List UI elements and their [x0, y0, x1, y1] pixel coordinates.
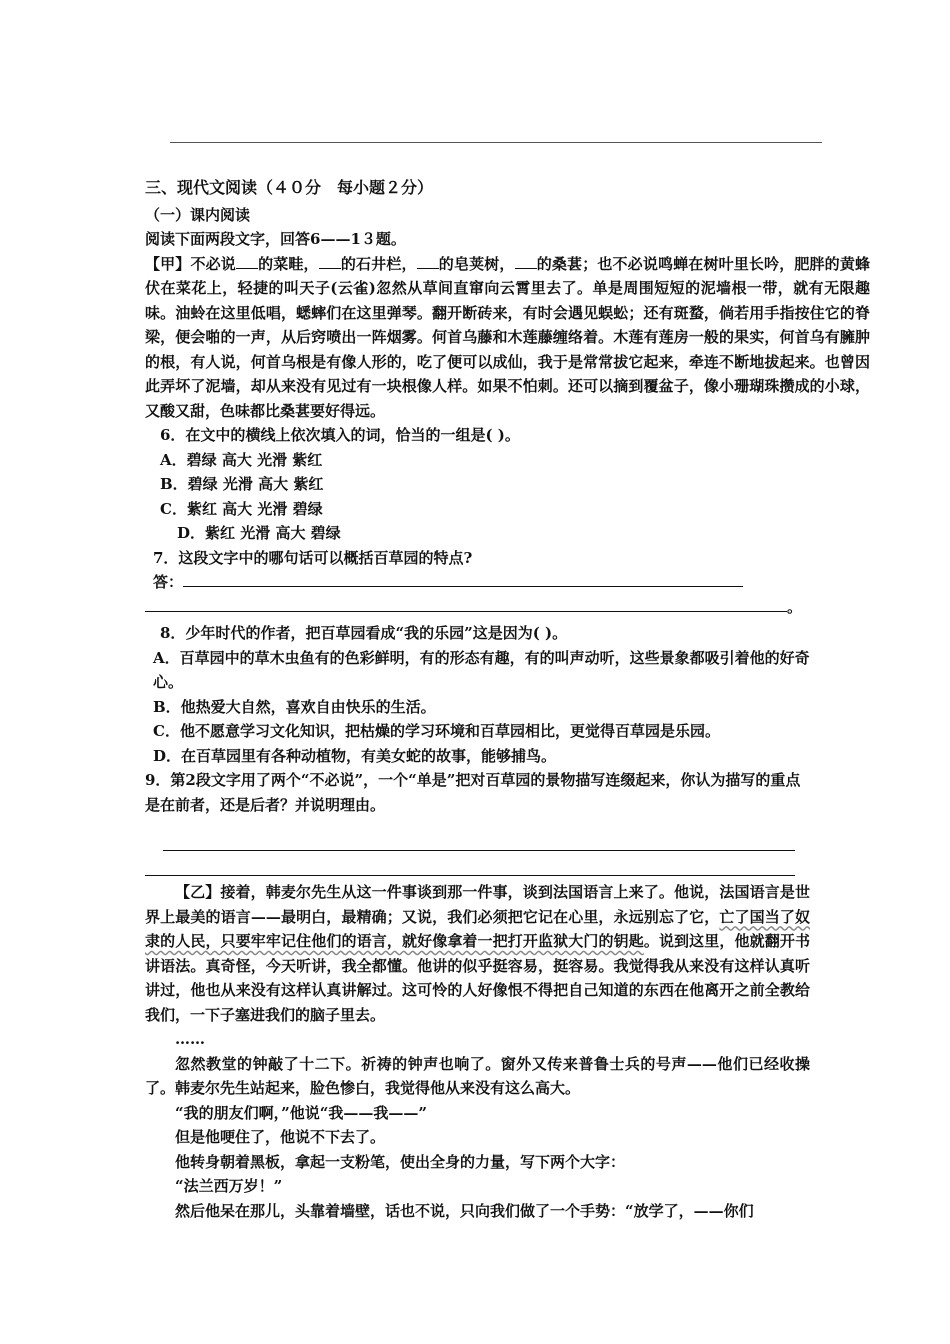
passage-b-p2: 忽然教堂的钟敲了十二下。祈祷的钟声也响了。窗外又传来普鲁士兵的号声——他们已经收操了。韩麦尔先生站起来，脸色惨白，我觉得他从来没有这么高大。: [145, 1054, 810, 1097]
q7-answer-line-1[interactable]: [183, 570, 743, 587]
passage-b-p3: “我的朋友们啊，”他说“我——我——”: [175, 1103, 428, 1122]
passage-b-p1-a: 【乙】接着，韩麦尔先生从这一件事谈到那一件事，谈到法国语言上来了。他说，法国语言是世界上最美的语言——最明白，最精确；又说，我们必须把它记在心里，永远别忘了它，: [145, 883, 810, 926]
passage-b-p7: 然后他呆在那儿，头靠着墙壁，话也不说，只向我们做了一个手势：“放学了，——你们: [175, 1201, 754, 1220]
exam-content: [145, 176, 870, 1223]
q6-option-b[interactable]: B．碧绿 光滑 高大 紫红: [160, 475, 324, 493]
header-rule: [170, 142, 822, 143]
q7-stem: 7．这段文字中的哪句话可以概括百草园的特点?: [153, 548, 473, 567]
q8-option-a-text: A．百草园中的草木虫鱼有的色彩鲜明，有的形态有趣，有的叫声动听，这些景象都吸引着他的好奇心。: [153, 648, 810, 691]
q8-option-b[interactable]: B．他热爱大自然，喜欢自由快乐的生活。: [153, 697, 436, 716]
section-title: 三、现代文阅读（４０分 每小题２分）: [145, 178, 434, 197]
passage-b-p1-b: 。说到这里，他就翻开书讲语法。真奇怪，今天听讲，我全都懂。他讲的似乎挺容易，挺容易。我觉得我从来没有这样认真听讲过，他也从来没有这样认真讲解过。这可怜的人好像恨不得把自己知道的东西在他离开之前全教给我们，一下子塞进我们的脑子里去。: [145, 932, 810, 1024]
instruction: 阅读下面两段文字，回答6——1３题。: [145, 230, 406, 248]
passage-b-p4: 但是他哽住了，他说不下去了。: [175, 1128, 386, 1146]
passage-a-seg-4: 的桑葚；也不必说鸣蝉在树叶里长吟，肥胖的黄蜂伏在菜花上，轻捷的叫天子(云雀)忽然从草间直窜向云霄里去了。单是周围短短的泥墙根一带，就有无限趣味。油蛉在这里低唱，蟋蟀们在这里弹琴。翻开断砖来，有时会遇见蜈蚣；还有斑蝥，倘若用手指按住它的脊梁，便会啪的一声，从后窍喷出一阵烟雾。何首乌藤和木莲藤缠络着。木莲有莲房一般的果实，何首乌有臃肿的根，有人说，何首乌根是有像人形的，吃了便可以成仙，我于是常常拔它起来，牵连不断地拔起来。也曾因此弄坏了泥墙，却从来没有见过有一块根像人样。如果不怕刺。还可以摘到覆盆子，像小珊瑚珠攒成的小球，又酸又甜，色味都比桑葚要好得远。: [145, 254, 870, 420]
q6-option-a[interactable]: A．碧绿 高大 光滑 紫红: [160, 450, 323, 469]
passage-b-p1-wavy: 亡了国当了奴隶的人民，只要牢牢记住他们的语言，就好像拿着一把打开监狱大门的钥匙: [145, 907, 810, 950]
q8-stem: 8．少年时代的作者，把百草园看成“我的乐园”这是因为( )。: [160, 624, 568, 642]
q7-answer-row: [145, 570, 870, 595]
passage-a-seg-1: 的菜畦，: [257, 254, 319, 273]
fill-blank-3[interactable]: [417, 254, 439, 269]
passage-a-seg-3: 的皂荚树，: [438, 254, 515, 273]
q7-answer-line-2[interactable]: [145, 595, 787, 612]
passage-b-ellipsis: ……: [175, 1030, 205, 1048]
passage-b-p6: “法兰西万岁！”: [175, 1177, 283, 1195]
passage-b-p5: 他转身朝着黑板，拿起一支粉笔，使出全身的力量，写下两个大字：: [175, 1152, 626, 1171]
passage-a: [145, 252, 870, 424]
passage-a-seg-2: 的石井栏，: [340, 254, 417, 273]
q8-option-a[interactable]: [145, 646, 870, 695]
fill-blank-4[interactable]: [515, 254, 537, 269]
subsection-title: （一）课内阅读: [145, 205, 251, 224]
q7-answer-row-2: [145, 595, 870, 620]
q7-end-mark: 。: [787, 597, 803, 616]
passage-a-lead: 【甲】不必说: [145, 254, 236, 273]
q9-answer-line-1[interactable]: [163, 817, 795, 851]
q7-answer-label: 答：: [153, 573, 184, 591]
q6-option-d[interactable]: D．紫红 光滑 高大 碧绿: [177, 524, 341, 542]
q6-stem: 6．在文中的横线上依次填入的词，恰当的一组是( )。: [160, 426, 520, 444]
q8-option-d[interactable]: D．在百草园里有各种动植物，有美女蛇的故事，能够捕鸟。: [153, 746, 557, 765]
q9-stem: 9．第2段文字用了两个“不必说”，一个“单是”把对百草园的景物描写连缀起来，你认为描写的重点是在前者，还是后者？并说明理由。: [145, 771, 801, 814]
fill-blank-2[interactable]: [319, 254, 341, 269]
fill-blank-1[interactable]: [236, 254, 258, 269]
q8-option-c[interactable]: C．他不愿意学习文化知识，把枯燥的学习环境和百草园相比，更觉得百草园是乐园。: [153, 722, 720, 740]
q9-answer-line-2[interactable]: [145, 851, 795, 876]
passage-b-p1: [145, 880, 870, 1027]
q6-option-c[interactable]: C．紫红 高大 光滑 碧绿: [160, 499, 323, 518]
